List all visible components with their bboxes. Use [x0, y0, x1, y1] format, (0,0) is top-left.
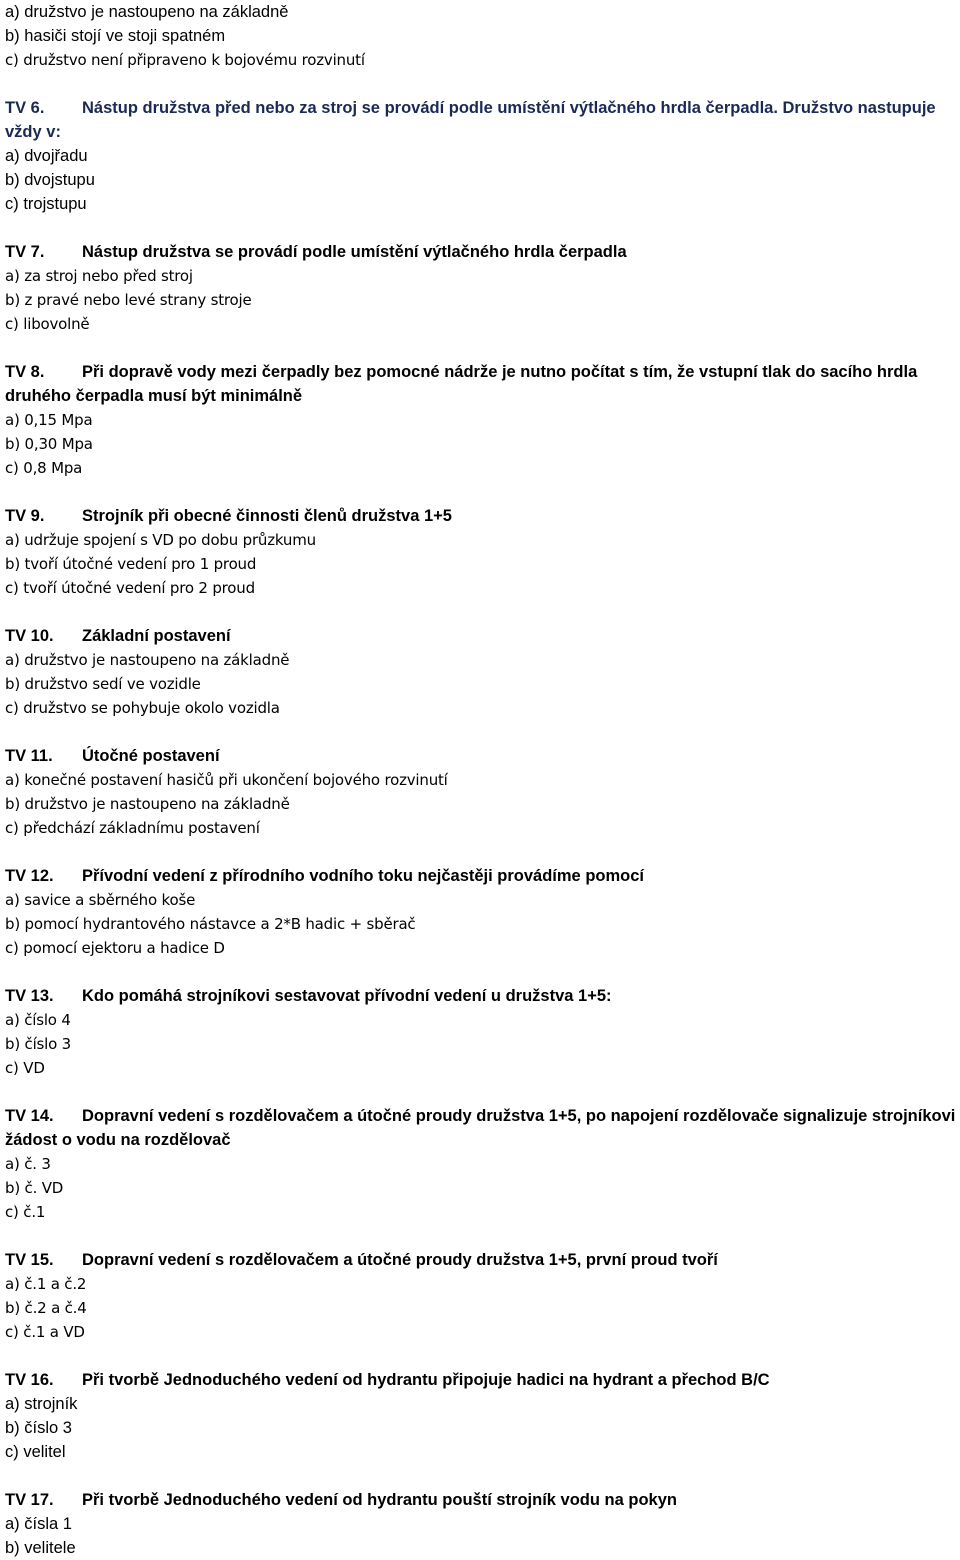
question-text: Nástup družstva se provádí podle umístění výtlačného hrdla čerpadla: [82, 243, 627, 261]
option-a: a) za stroj nebo před stroj: [5, 267, 193, 285]
option-b: b) číslo 3: [5, 1035, 72, 1053]
question-text: Při tvorbě Jednoduchého vedení od hydrantu připojuje hadici na hydrant a přechod B/C: [82, 1371, 770, 1389]
option-a: a) družstvo je nastoupeno na základně: [5, 651, 290, 669]
question-text: Strojník při obecné činnosti členů družstva 1+5: [82, 507, 452, 525]
question-tv14: [5, 1104, 955, 1224]
question-tv8: [5, 360, 955, 480]
option-b: b) č. VD: [5, 1179, 64, 1197]
question-number: TV 15.: [5, 1251, 54, 1269]
option-c: c) předchází základnímu postavení: [5, 819, 260, 837]
option-b: b) družstvo sedí ve vozidle: [5, 675, 201, 693]
question-number: TV 11.: [5, 747, 53, 765]
option-b: b) pomocí hydrantového nástavce a 2*B hadic + sběrač: [5, 915, 416, 933]
option-c: c) libovolně: [5, 315, 90, 333]
option-c: c) 0,8 Mpa: [5, 459, 83, 477]
option-b: b) tvoří útočné vedení pro 1 proud: [5, 555, 257, 573]
question-tv7: [5, 240, 955, 336]
question-text: Dopravní vedení s rozdělovačem a útočné proudy družstva 1+5, po napojení rozdělovače signalizuje strojníkovi žádost o vodu na rozdělovač: [5, 1107, 956, 1149]
option-b: b) č.2 a č.4: [5, 1299, 87, 1317]
option-c: c) VD: [5, 1059, 45, 1077]
question-text: Základní postavení: [82, 627, 231, 645]
question-text: Kdo pomáhá strojníkovi sestavovat přívodní vedení u družstva 1+5:: [82, 987, 612, 1005]
question-tv12: [5, 864, 955, 960]
option-a: a) konečné postavení hasičů při ukončení bojového rozvinutí: [5, 771, 448, 789]
option-a: a) savice a sběrného koše: [5, 891, 196, 909]
option-a: a) č. 3: [5, 1155, 51, 1173]
question-text: Při tvorbě Jednoduchého vedení od hydrantu pouští strojník vodu na pokyn: [82, 1491, 677, 1509]
option-a: a) udržuje spojení s VD po dobu průzkumu: [5, 531, 316, 549]
option-c: c) družstvo se pohybuje okolo vozidla: [5, 699, 280, 717]
question-tv9: [5, 504, 955, 600]
question-number: TV 14.: [5, 1107, 54, 1125]
option-b: b) hasiči stojí ve stoji spatném: [5, 27, 226, 45]
option-b: b) družstvo je nastoupeno na základně: [5, 795, 290, 813]
option-a: a) dvojřadu: [5, 147, 88, 165]
question-tv10: [5, 624, 955, 720]
option-a: a) družstvo je nastoupeno na základně: [5, 3, 289, 21]
question-tv6: [5, 96, 955, 216]
question-number: TV 13.: [5, 987, 54, 1005]
option-c: c) velitel: [5, 1443, 66, 1461]
option-a: a) strojník: [5, 1395, 78, 1413]
question-number: TV 9.: [5, 507, 45, 525]
question-number: TV 17.: [5, 1491, 54, 1509]
question-text: Přívodní vedení z přírodního vodního toku nejčastěji provádíme pomocí: [82, 867, 644, 885]
question-text: Dopravní vedení s rozdělovačem a útočné proudy družstva 1+5, první proud tvoří: [82, 1251, 718, 1269]
question-tv13: [5, 984, 955, 1080]
question-tv15: [5, 1248, 955, 1344]
option-c: c) tvoří útočné vedení pro 2 proud: [5, 579, 255, 597]
question-tv11: [5, 744, 955, 840]
question-number: TV 7.: [5, 243, 45, 261]
question-tv17: [5, 1488, 955, 1560]
option-c: c) č.1: [5, 1203, 46, 1221]
question-number: TV 6.: [5, 99, 45, 117]
question-tv16: [5, 1368, 955, 1464]
question-tv5-options: [5, 0, 955, 72]
option-a: a) 0,15 Mpa: [5, 411, 93, 429]
option-b: b) 0,30 Mpa: [5, 435, 93, 453]
option-a: a) čísla 1: [5, 1515, 72, 1533]
option-b: b) číslo 3: [5, 1419, 72, 1437]
question-number: TV 16.: [5, 1371, 54, 1389]
question-text: Nástup družstva před nebo za stroj se provádí podle umístění výtlačného hrdla čerpadla. Družstvo nastupuje vždy v:: [5, 99, 936, 141]
option-b: b) z pravé nebo levé strany stroje: [5, 291, 252, 309]
option-a: a) č.1 a č.2: [5, 1275, 87, 1293]
question-number: TV 8.: [5, 363, 45, 381]
question-number: TV 10.: [5, 627, 54, 645]
question-text: Útočné postavení: [82, 747, 220, 765]
question-number: TV 12.: [5, 867, 54, 885]
document-page: [5, 0, 955, 1560]
option-c: c) trojstupu: [5, 195, 87, 213]
option-b: b) dvojstupu: [5, 171, 95, 189]
option-c: c) č.1 a VD: [5, 1323, 85, 1341]
question-text: Při dopravě vody mezi čerpadly bez pomocné nádrže je nutno počítat s tím, že vstupní tlak do sacího hrdla druhého čerpadla musí být minimálně: [5, 363, 918, 405]
option-a: a) číslo 4: [5, 1011, 71, 1029]
option-c: c) pomocí ejektoru a hadice D: [5, 939, 225, 957]
option-c: c) družstvo není připraveno k bojovému rozvinutí: [5, 51, 365, 69]
option-b: b) velitele: [5, 1539, 76, 1557]
